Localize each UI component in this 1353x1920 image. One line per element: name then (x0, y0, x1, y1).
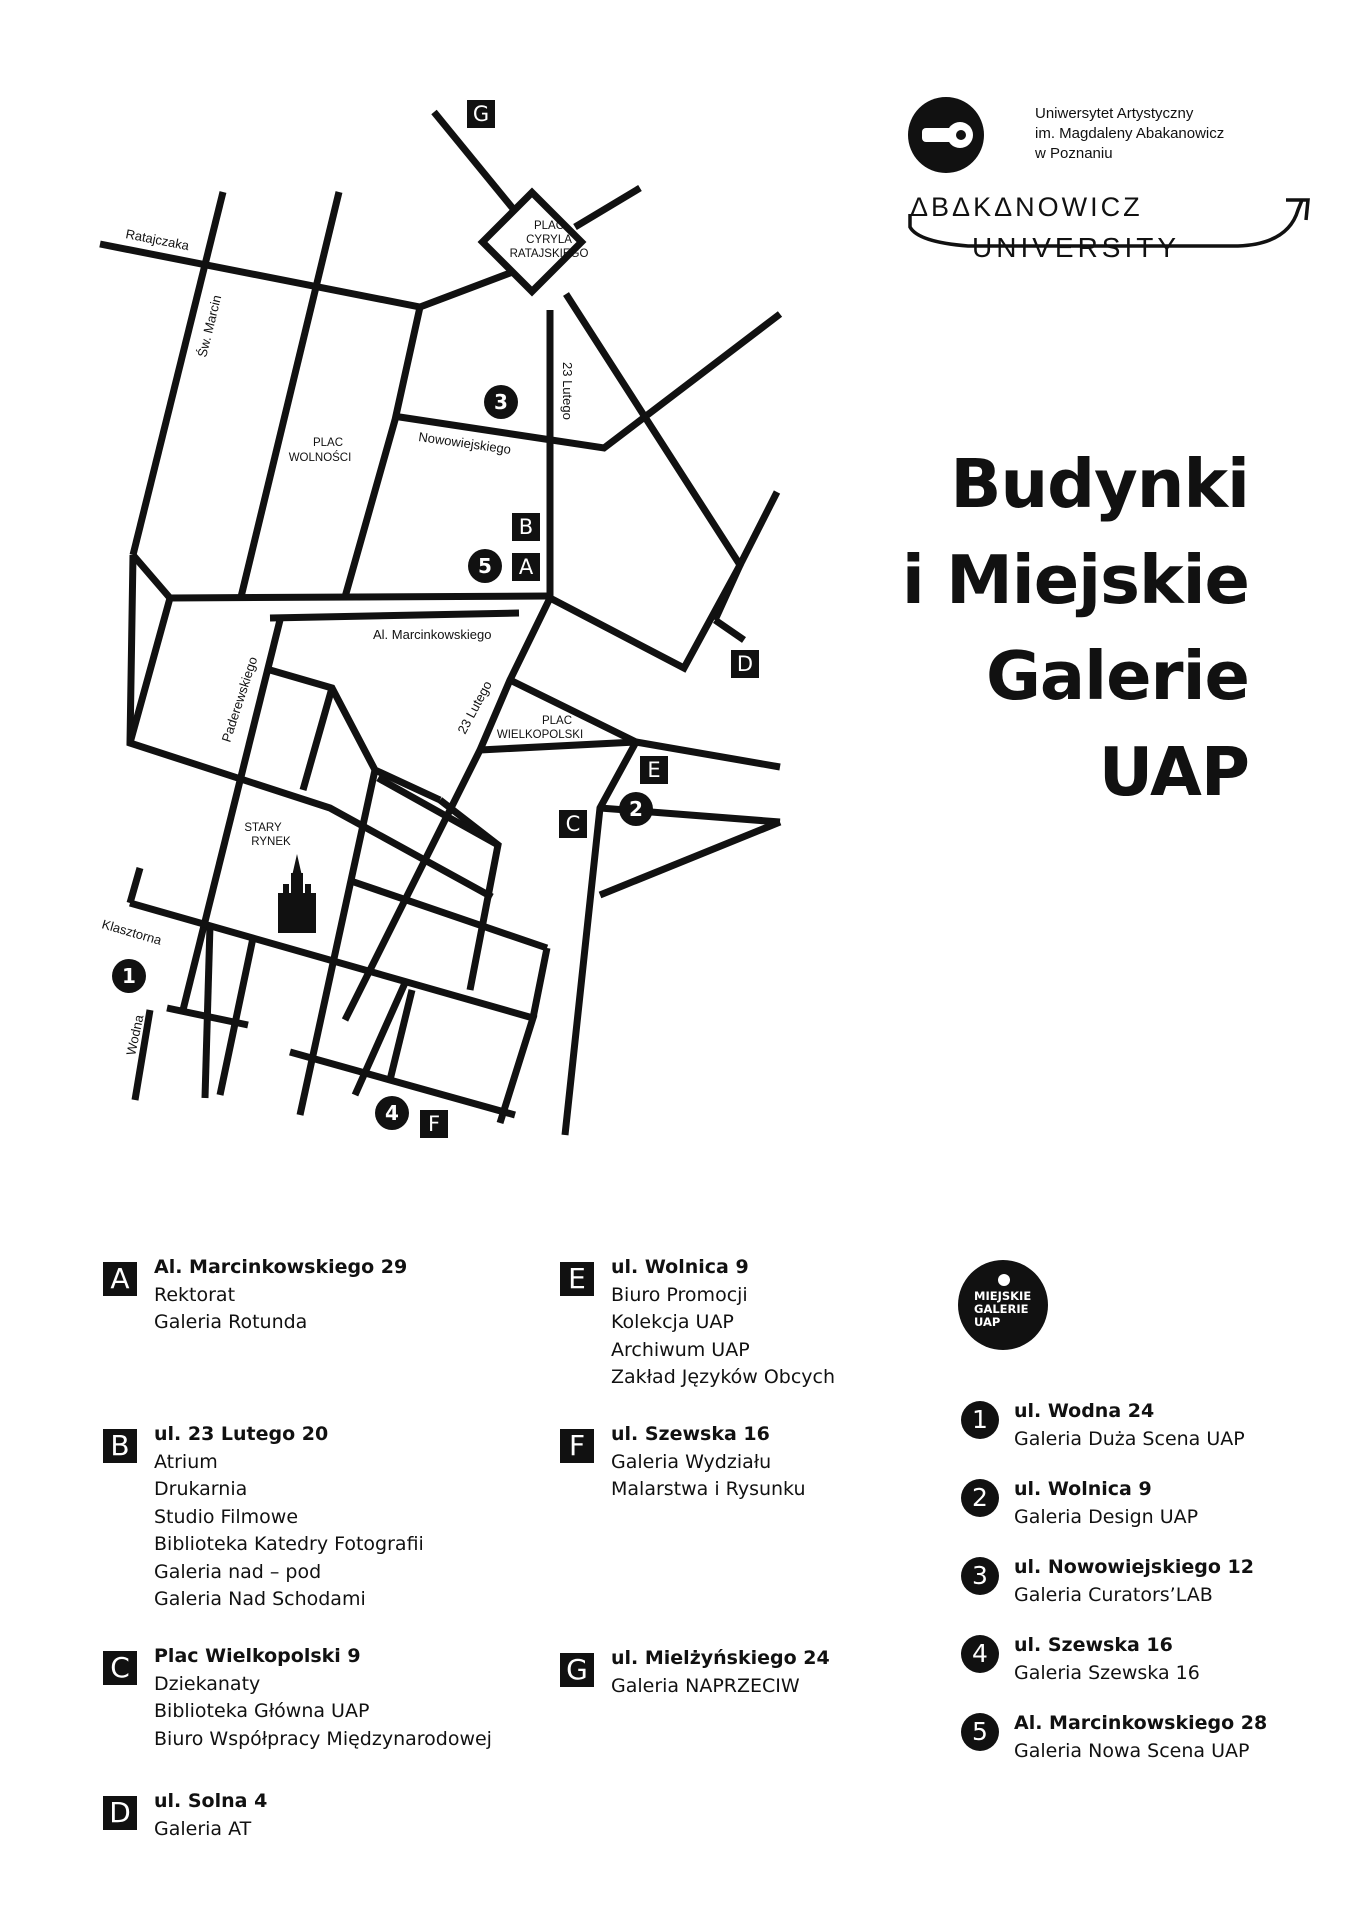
building-address: ul. 23 Lutego 20 (154, 1423, 329, 1445)
building-item: Dziekanaty (154, 1672, 261, 1695)
building-item: Galeria AT (154, 1817, 252, 1840)
gallery-entry-3[interactable] (1014, 1554, 1254, 1609)
building-item: Biblioteka Główna UAP (154, 1700, 370, 1722)
gallery-address: Al. Marcinkowskiego 28 (1014, 1712, 1268, 1734)
church-icon (278, 854, 316, 933)
gallery-address: ul. Wodna 24 (1014, 1400, 1155, 1422)
gallery-entry-5[interactable] (1014, 1710, 1267, 1765)
gallery-number-badge: 4 (961, 1635, 999, 1673)
building-address: Plac Wielkopolski 9 (154, 1645, 361, 1667)
university-name-line: w Poznaniu (1035, 145, 1113, 162)
map-marker-G[interactable] (467, 100, 495, 128)
place-label-cyryla-1: PLAC (533, 220, 565, 232)
place-label-wielkopolski-1: PLAC (541, 715, 573, 727)
building-letter-badge: C (103, 1651, 137, 1685)
wordmark-abakanowicz: ΔBΔKΔNOWICZ (910, 192, 1143, 222)
page-title (902, 436, 1249, 820)
street-label-23-lutego-north: 23 Lutego (560, 362, 575, 420)
place-label-wolnosci-2: WOLNOŚCI (288, 452, 352, 464)
place-label-cyryla-2: CYRYLA (526, 234, 572, 246)
svg-text:D: D (736, 652, 754, 676)
place-label-rynek-1: STARY (244, 822, 282, 834)
megaphone-icon (998, 1274, 1010, 1286)
building-item: Archiwum UAP (611, 1338, 750, 1361)
map-marker-F[interactable] (420, 1110, 448, 1138)
gallery-number-badge: 2 (961, 1479, 999, 1517)
svg-text:G: G (472, 102, 490, 126)
map-marker-1[interactable] (112, 959, 146, 993)
map-marker-2[interactable] (619, 792, 653, 826)
place-label-cyryla-3: RATAJSKIEGO (509, 248, 589, 260)
building-letter-badge: A (103, 1262, 137, 1296)
map-marker-A[interactable] (512, 553, 540, 581)
street-label-sw-marcin: Św. Marcin (194, 293, 225, 359)
page-title-line: Budynki (950, 445, 1249, 523)
building-entry-C[interactable] (154, 1643, 492, 1753)
building-item: Malarstwa i Rysunku (611, 1478, 806, 1500)
building-item: Atrium (154, 1450, 218, 1473)
building-entry-E[interactable] (611, 1254, 835, 1392)
gallery-name: Galeria Curators’LAB (1014, 1583, 1213, 1606)
building-address: Al. Marcinkowskiego 29 (154, 1256, 408, 1278)
street-label-klasztorna: Klasztorna (100, 916, 164, 948)
gallery-address: ul. Nowowiejskiego 12 (1014, 1556, 1254, 1578)
page-title-line: UAP (1098, 733, 1249, 811)
map-marker-D[interactable] (731, 650, 759, 678)
street-label-paderewskiego: Paderewskiego (218, 654, 261, 744)
building-item: Studio Filmowe (154, 1505, 299, 1528)
gallery-entry-4[interactable] (1014, 1632, 1200, 1687)
svg-text:E: E (647, 758, 661, 782)
svg-text:5: 5 (478, 554, 492, 578)
building-item: Galeria Nad Schodami (154, 1588, 366, 1610)
place-label-wolnosci-1: PLAC (312, 437, 344, 449)
building-letter-badge: D (103, 1796, 137, 1830)
gallery-entry-2[interactable] (1014, 1476, 1198, 1531)
building-letter-badge: B (103, 1429, 137, 1463)
svg-text:4: 4 (385, 1101, 399, 1125)
building-item: Biuro Współpracy Międzynarodowej (154, 1727, 492, 1750)
page-title-line: Galerie (985, 637, 1249, 715)
university-name-line: Uniwersytet Artystyczny (1035, 105, 1194, 122)
street-label-ratajczaka: Ratajczaka (124, 226, 191, 254)
svg-text:3: 3 (494, 390, 508, 414)
badge-line: UAP (974, 1315, 1001, 1329)
building-item: Biblioteka Katedry Fotografii (154, 1533, 424, 1555)
map-marker-4[interactable] (375, 1096, 409, 1130)
building-address: ul. Mielżyńskiego 24 (611, 1647, 830, 1669)
svg-text:F: F (427, 1112, 441, 1136)
gallery-entry-1[interactable] (1014, 1398, 1245, 1453)
building-item: Biuro Promocji (611, 1283, 748, 1306)
badge-line: MIEJSKIE (974, 1289, 1032, 1303)
building-entry-F[interactable] (611, 1421, 806, 1504)
gallery-name: Galeria Duża Scena UAP (1014, 1427, 1245, 1450)
gallery-number-badge: 1 (961, 1401, 999, 1439)
gallery-number-badge: 5 (961, 1713, 999, 1751)
page-title-line: i Miejskie (901, 541, 1249, 619)
building-letter-badge: F (560, 1429, 594, 1463)
map-marker-3[interactable] (484, 385, 518, 419)
building-address: ul. Szewska 16 (611, 1423, 770, 1445)
map-marker-C[interactable] (559, 810, 587, 838)
building-item: Galeria nad – pod (154, 1560, 322, 1583)
miejskie-galerie-badge (958, 1260, 1048, 1350)
gallery-address: ul. Wolnica 9 (1014, 1478, 1152, 1500)
svg-text:C: C (565, 812, 581, 836)
badge-line: GALERIE (974, 1302, 1029, 1316)
street-label-marcinkowskiego: Al. Marcinkowskiego (373, 627, 492, 642)
svg-text:2: 2 (629, 797, 643, 821)
gallery-number-badge: 3 (961, 1557, 999, 1595)
building-address: ul. Solna 4 (154, 1790, 268, 1812)
street-lines (100, 112, 780, 1135)
building-address: ul. Wolnica 9 (611, 1256, 749, 1278)
building-entry-A[interactable] (154, 1254, 407, 1337)
building-entry-G[interactable] (611, 1645, 830, 1700)
svg-text:1: 1 (122, 964, 136, 988)
building-entry-B[interactable] (154, 1421, 424, 1614)
building-item: Zakład Języków Obcych (611, 1366, 836, 1388)
building-letter-badge: G (560, 1653, 594, 1687)
building-item: Kolekcja UAP (611, 1311, 734, 1333)
map-marker-5[interactable] (468, 549, 502, 583)
building-item: Galeria NAPRZECIW (611, 1674, 800, 1697)
svg-text:A: A (518, 555, 534, 579)
svg-text:B: B (518, 515, 534, 539)
place-label-wielkopolski-2: WIELKOPOLSKI (496, 729, 584, 741)
gallery-name: Galeria Nowa Scena UAP (1014, 1739, 1250, 1762)
university-name (1035, 104, 1224, 164)
building-item: Drukarnia (154, 1478, 248, 1500)
building-letter-badge: E (560, 1262, 594, 1296)
wordmark-university: UNIVERSITY (972, 232, 1181, 263)
gallery-name: Galeria Design UAP (1014, 1505, 1199, 1528)
place-label-rynek-2: RYNEK (251, 836, 291, 848)
map-marker-B[interactable] (512, 513, 540, 541)
university-name-line: im. Magdaleny Abakanowicz (1035, 125, 1225, 142)
building-item: Galeria Rotunda (154, 1311, 308, 1333)
street-label-23-lutego-south: 23 Lutego (454, 678, 495, 737)
building-item: Rektorat (154, 1283, 236, 1306)
gallery-name: Galeria Szewska 16 (1014, 1661, 1200, 1684)
building-entry-D[interactable] (154, 1788, 267, 1843)
gallery-address: ul. Szewska 16 (1014, 1634, 1173, 1656)
street-label-wodna: Wodna (123, 1013, 147, 1057)
map-marker-E[interactable] (640, 756, 668, 784)
street-map (0, 0, 800, 1160)
street-label-nowowiejskiego: Nowowiejskiego (417, 429, 512, 457)
building-item: Galeria Wydziału (611, 1450, 772, 1473)
